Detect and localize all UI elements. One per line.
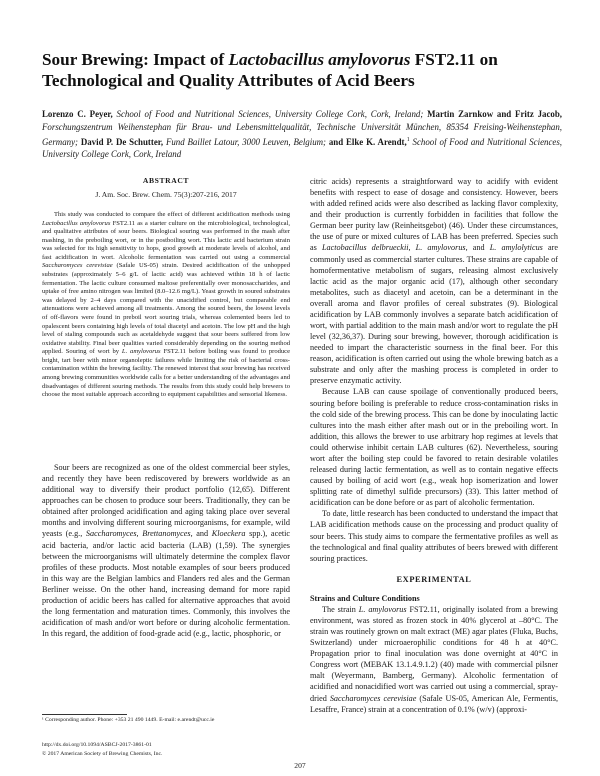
doi-link[interactable]: http://dx.doi.org/10.1094/ASBCJ-2017-3861-01: [42, 742, 152, 748]
text-segment: spp.), acetic acid bacteria, and/or lactic acid bacteria (LAB) (1,59). The synergies between the microorganisms will ultimately determine the complex flavor profiles of these products. Most notable examples of sour beers produced in this way are the Belgian lambics and Flanders red ales and the German Berliner weisse. On the other hand, increasing demand for more rapid production of acidic beers has called for alternative approaches that avoid the long fermentation and maturation times. Commonly, this involves the acidification of mash and/or wort before or during alcoholic fermentation. In this regard, the addition of food-grade acid (e.g., lactic, phosphoric, or: [42, 529, 291, 639]
author-name: Martin Zarnkow and Fritz Jacob,: [423, 109, 562, 119]
title-text-cont: FST2.11 on Technological and Quality Attributes of Acid Beers: [42, 50, 498, 90]
text-segment: (Safale US-05, American Ale, Fermentis, Lesaffre, France) strain at a concentration of 0.1% (w/v) (approxi-: [310, 693, 558, 714]
author-affiliation: School of Food and Nutritional Sciences, University College Cork, Cork, Ireland;: [112, 109, 424, 119]
text-segment: The strain: [322, 604, 359, 614]
author-block: [42, 108, 562, 161]
text-segment: , and: [190, 529, 212, 539]
paragraph: [310, 176, 558, 386]
author-name: Lorenzo C. Peyer,: [42, 109, 113, 119]
title-text: Sour Brewing: Impact of: [42, 50, 229, 69]
text-segment: citric acids) represents a straightforward way to acidify with evident benefits with respect to ease of dosage and consistency. However, beers with added refined acids were also described as lacking flavor complexity, and their production is currently forbidden in facilities that follow the German beer purity law (Reinheitsgebot) (46). Under these circumstances, the use of pure or mixed cultures of LAB has been preferred. Species such as: [310, 177, 558, 253]
subsection-heading: Strains and Culture Conditions: [310, 593, 420, 603]
species-name: L. amylovorus: [121, 348, 161, 356]
introduction-left-column: [42, 462, 290, 639]
species-name: Saccharomyces cerevisiae: [329, 693, 417, 703]
title-species: Lactobacillus amylovorus: [228, 50, 411, 69]
author-affiliation: Forschungszentrum Weihenstephan für Brau- und Lebensmittelqualität, Technische Universität München, 85354 Freising-Weihenstephan, Germany;: [42, 121, 562, 147]
species-name: Lactobacillus amylovorus: [42, 219, 111, 227]
section-heading-experimental: EXPERIMENTAL: [396, 574, 472, 584]
abstract-heading: ABSTRACT: [142, 176, 190, 185]
copyright-notice: © 2017 American Society of Brewing Chemists, Inc.: [42, 751, 163, 757]
species-name: Saccharomyces cerevisiae: [42, 262, 113, 270]
text-segment: are commonly used as commercial starter cultures. These strains are capable of homofermentative metabolism of sugars, releasing almost exclusively lactic acid as the major organic acid (17), although other secondary metabolites, such as diacetyl and acetoin, can be a determinant in the overall aroma and flavor profiles of cereal substrates (9). Biological acidification by LAB commonly involves a separate batch acidification of wort, with partial addition to the main mash and/or wort to regulate the pH level (32,36,37). During sour brewing, however, thorough acidification is needed to impart the characteristic sourness in the final beer. For this reason, acidification is often carried out using the whole brewing batch as a substrate and only after the mashing process is completed in order to preserve enzymatic activity.: [310, 243, 559, 386]
author-name: and Elke K. Arendt,: [326, 136, 407, 147]
text-segment: , and: [465, 243, 490, 253]
text-segment: FST2.11, originally isolated from a brewing environment, was stored as frozen stock in 40% glycerol at –80°C. The strain was routinely grown on malt extract (ME) agar plates (Fluka, Buchs, Switzerland) under microaerophilic conditions for 48 h at 40°C. Propagation prior to final inoculation was done overnight at 40°C in Congress wort (MEBAK 13.1.4.9.1.2) (40) made with commercial pilsner malt (Weyermann, Bamberg, Germany). Alcoholic fermentation of acidified and nonacidified wort was carried out using a commercial, spray-dried: [310, 604, 559, 703]
abstract-text: [42, 211, 290, 400]
footnote-divider: [42, 714, 127, 715]
abstract-segment: FST2.11 as a starter culture on the microbiological, technological, and qualitative attributes of sour beers. Biological souring was performed in the mash after mashing, in the preboiling wort, or in the postboiling wort. This lactic acid bacterium strain was selected for its high sensitivity to hops, good growth at moderate levels of alcohol, and fast acidification in wort. Alcoholic fermentation was carried out using a commercial: [42, 219, 291, 261]
footnote-marker: 1: [406, 136, 410, 143]
journal-citation: J. Am. Soc. Brew. Chem. 75(3):207-216, 2017: [95, 190, 237, 199]
species-name: Kloeckera: [211, 529, 246, 539]
paper-title: [42, 50, 562, 91]
paragraph: [310, 604, 558, 715]
author-affiliation: School of Food and Nutritional Sciences, University College Cork, Cork, Ireland: [42, 136, 563, 160]
abstract-segment: FST2.11 before boiling was found to produce bright, tart beer with minor organoleptic failures while limiting the risk of bacterial cross-contamination within the brewing facility. The renewed interest that sour brewing has received among brewing communities worldwide calls for a better understanding of the advantages and disadvantages of different souring methods. The results from this study could help brewers to choose the most suitable approach according to equipment capabilities and sensorial likeness.: [42, 348, 290, 399]
author-affiliation: Fund Baillet Latour, 3000 Leuven, Belgium;: [163, 136, 327, 147]
species-name: L. amylovorus: [358, 604, 407, 614]
paragraph: To date, little research has been conducted to understand the impact that LAB acidification methods cause on the processing and product quality of sour beers. This study aims to compare the fermentative profiles as well as the technological and final quality attributes of beers brewed with different souring practices.: [310, 509, 558, 563]
paragraph: Because LAB can cause spoilage of conventionally produced beers, souring before boiling is preferable to reduce cross-contamination risks in the cold side of the brewing process. This can be done by inoculating lactic cultures into the mash either after mash out or in the preboiling wort. In addition, this allows the brewer to use arbitrary hop regimes at levels that could otherwise inhibit certain LAB cultures (62). Nevertheless, souring wort after the boiling step could be favored to retain desirable volatiles released during lactic fermentation, as well as to contain negative effects caused by boiling of acid wort (e.g., weak hop isomerization and lower splitting rate of dimethyl sulfide precursors) (33). This latter method of acidification can be done before or as part of alcoholic fermentation.: [310, 387, 558, 508]
right-column: [310, 176, 558, 715]
abstract-segment: (Safale US-05) strain. Desired acidification of the unhopped substrates (approximately 5–6 g/L of lactic acid) was achieved within 18 h of lactic fermentation. The lactic culture consumed maltose preferentially over monosaccharides, and uptake of free amino nitrogen was limited (8.0–12.6 mg/L). Yeast growth in soured substrates was delayed by 2–4 days compared with the unacidified control, but comparable end attenuations were achieved among all treatments. Among the soured beers, the lowest levels of off-flavors were found in preboil wort souring trials, whereas colemented beers led to opalescent beers containing high levels of total diacetyl and acetoin. The low pH and the high level of staling compounds such as acetaldehyde suggest that sour beers suffered from low oxidative stability. Final beer qualities varied considerably depending on the souring method applied. Souring of wort by: [42, 262, 290, 356]
page-number: 207: [294, 761, 306, 770]
species-name: Lactobacillus delbrueckii, L. amylovorus: [321, 243, 466, 253]
paragraph: [42, 462, 290, 639]
species-name: L. amylolyticus: [489, 243, 543, 253]
abstract-segment: This study was conducted to compare the effect of different acidification methods using: [54, 211, 290, 218]
species-name: Saccharomyces, Brettanomyces: [85, 529, 191, 539]
corresponding-author-footnote: ¹ Corresponding author. Phone: +353 21 490 1449. E-mail: e.arendt@ucc.ie: [42, 717, 215, 723]
text-segment: Sour beers are recognized as one of the oldest commercial beer styles, and recently they have been rediscovered by brewers worldwide as an additional way to diversify their product portfolio (12,65). Different approaches can be chosen to produce sour beers. Traditionally, they can be obtained after prolonged acidification and aging taking place over several months and involving different souring microorganisms, for example, wild yeasts (e.g.,: [42, 463, 290, 539]
author-name: David P. De Schutter,: [77, 136, 164, 147]
